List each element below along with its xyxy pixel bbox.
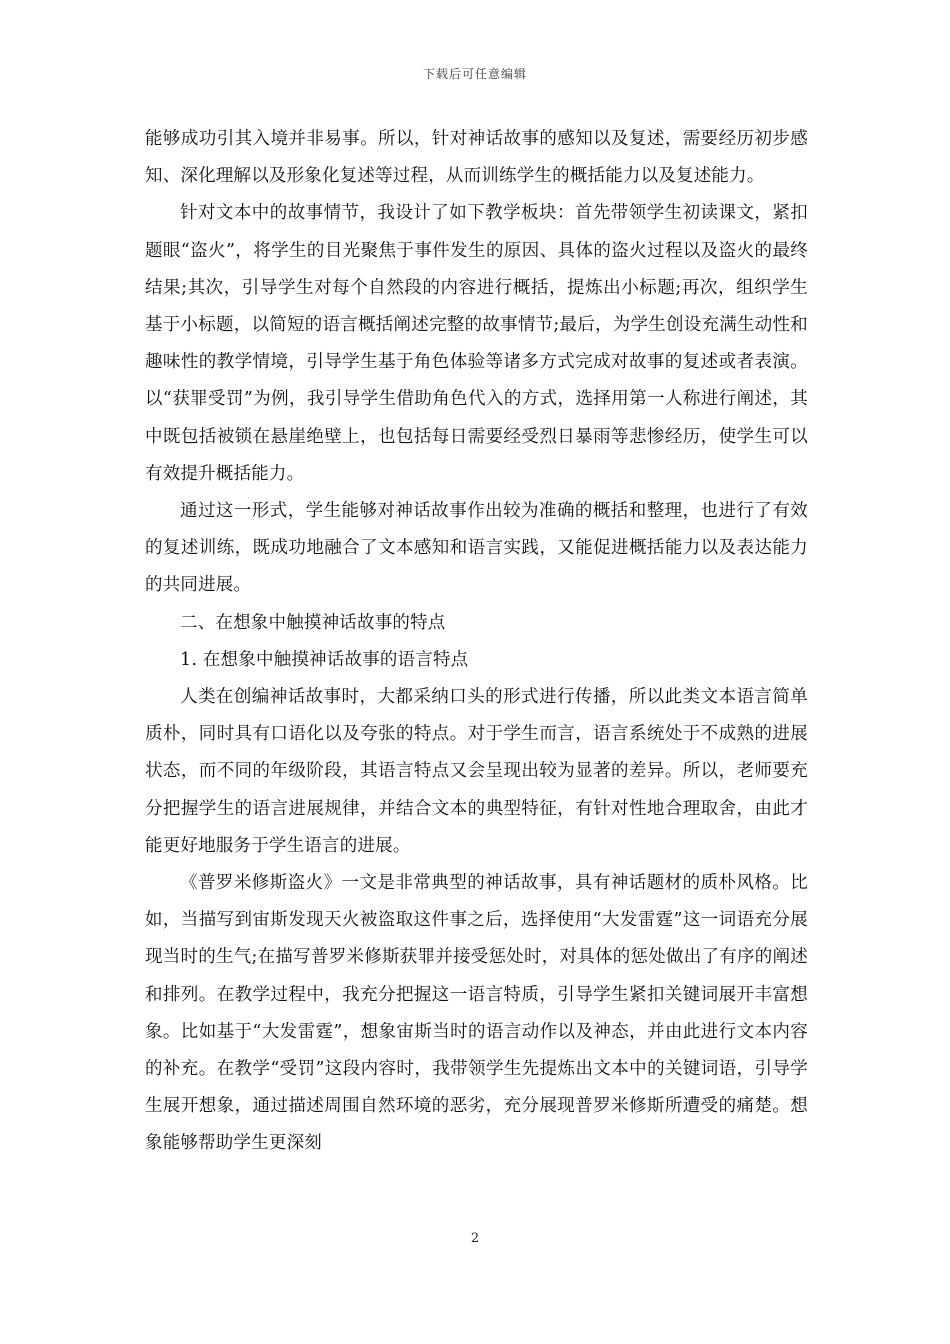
paragraph-teaching-plan: 针对文本中的故事情节，我设计了如下教学板块：首先带领学生初读课文，紧扣题眼“盗火”，将学生的目光聚焦于事件发生的原因、具体的盗火过程以及盗火的最终结果;其次，引导学生对每个自然段的内容进行概括，提炼出小标题;再次，组织学生基于小标题，以简短的语言概括阐述完整的故事情节;最后，为学生创设充满生动性和趣味性的教学情境，引导学生基于角色体验等诸多方式完成对故事的复述或者表演。以“获罪受罚”为例，我引导学生借助角色代入的方式，选择用第一人称进行阐述，其中既包括被锁在悬崖绝壁上，也包括每日需要经受烈日暴雨等悲惨经历，使学生可以有效提升概括能力。 [145,203,808,484]
paragraph-continuation: 能够成功引其入境并非易事。所以，针对神话故事的感知以及复述，需要经历初步感知、深化理解以及形象化复述等过程，从而训练学生的概括能力以及复述能力。 [145,129,808,187]
paragraph-outcome: 通过这一形式，学生能够对神话故事作出较为准确的概括和整理，也进行了有效的复述训练，既成功地融合了文本感知和语言实践，又能促进概括能力以及表达能力的共同进展。 [145,501,808,596]
paragraph-language-features: 人类在创编神话故事时，大都采纳口头的形式进行传播，所以此类文本语言简单质朴，同时具有口语化以及夸张的特点。对于学生而言，语言系统处于不成熟的进展状态，而不同的年级阶段，其语言特点又会呈现出较为显著的差异。所以，老师要充分把握学生的语言进展规律，并结合文本的典型特征，有针对性地合理取舍，由此才能更好地服务于学生语言的进展。 [145,687,808,856]
document-body [145,121,808,1163]
section-heading: 二、在想象中触摸神话故事的特点 [180,612,446,633]
subsection-heading: 1. 在想象中触摸神话故事的语言特点 [180,649,469,670]
paragraph-prometheus-example: 《普罗米修斯盗火》一文是非常典型的神话故事，具有神话题材的质朴风格。比如，当描写到宙斯发现天火被盗取这件事之后，选择使用“大发雷霆”这一词语充分展现当时的生气;在描写普罗米修斯获罪并接受惩处时，对具体的惩处做出了有序的阐述和排列。在教学过程中，我充分把握这一语言特质，引导学生紧扣关键词展开丰富想象。比如基于“大发雷霆”，想象宙斯当时的语言动作以及神态，并由此进行文本内容的补充。在教学“受罚”这段内容时，我带领学生先提炼出文本中的关键词语，引导学生展开想象，通过描述周围自然环境的恶劣，充分展现普罗米修斯所遭受的痛楚。想象能够帮助学生更深刻 [145,873,808,1154]
page-number: 2 [470,1231,480,1246]
page-header-note: 下载后可任意编辑 [422,67,527,81]
